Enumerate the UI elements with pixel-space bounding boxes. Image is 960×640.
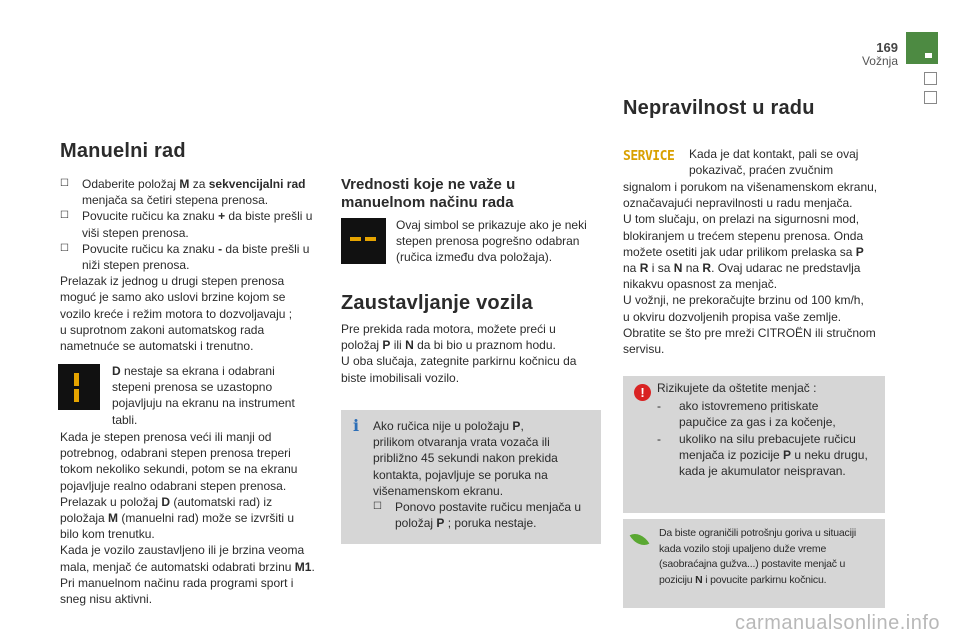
chapter-marker-icon <box>925 53 932 58</box>
d-indicator-text: D nestaje sa ekrana i odabrani stepeni prenosa se uzastopno pojavljuju na ekranu na instrument tabli. <box>112 364 295 427</box>
warning-icon: ! <box>634 384 651 401</box>
invalid-gear-icon <box>341 218 386 264</box>
paragraph: Prelazak iz jednog u drugi stepen prenosa moguć je samo ako uslovi brzine kojom se vozilo kreće i režim motora to dozvoljavaju ; u suprotnom zakoni automatskog rada nametnuće se automatski i trenutno. <box>60 274 293 354</box>
list-item: ☐ Povucite ručicu ka znaku - da biste prešli u niži stepen prenosa. <box>60 241 310 273</box>
page-number: 169 <box>876 40 898 55</box>
info-icon: i <box>352 416 360 435</box>
chapter-tab-empty <box>924 91 937 104</box>
service-warning-icon: SERVICE <box>623 149 675 164</box>
eco-box: Da biste ograničili potrošnju goriva u situaciji kada vozilo stoji upaljeno duže vreme (saobraćajna gužva...) postavite menjač u poziciju N i povucite parkirnu kočnicu. <box>623 519 885 608</box>
warning-box: ! Rizikujete da oštetite menjač : - ako istovremeno pritiskate papučice za gas i za kočenje, - ukoliko na silu prebacujete ručicu menjača iz pozicije P u neku drugu, kada je akumulator neispravan. <box>623 376 885 513</box>
checkbox-bullet-icon: ☐ <box>60 242 69 254</box>
section-title: Vožnja <box>861 54 898 68</box>
watermark: carmanualsonline.info <box>734 612 940 634</box>
invalid-values-text: Ovaj simbol se prikazuje ako je neki stepen prenosa pogrešno odabran (ručica između dva položaja). <box>396 218 587 265</box>
list-item: ☐ Povucite ručicu ka znaku + da biste prešli u viši stepen prenosa. <box>60 209 313 240</box>
paragraph: Kada je stepen prenosa veći ili manji od potrebnog, odabrani stepen prenosa treperi tokom nekoliko sekundi, potom se na ekranu pojavljuje realno odabrani stepen prenosa. Prelazak u položaj D (automatski rad) iz položaja M (manuelni rad) može se izvršiti u bilo kom trenutku. Kada je vozilo zaustavljeno ili je brzina veoma mala, menjač će automatski odabrati brzinu M1. Pri manuelnom načinu rada programi sport i sneg nisu aktivni. <box>60 430 315 607</box>
vehicle-stop-title: Zaustavljanje vozila <box>341 292 533 314</box>
list-item: - ukoliko na silu prebacujete ručicu menjača iz pozicije P u neku drugu, kada je akumulator neispravan. <box>657 432 868 479</box>
vehicle-stop-text: Pre prekida rada motora, možete preći u položaj P ili N da bi bio u praznom hodu. U oba slučaja, zategnite parkirnu kočnicu da biste imobilisali vozilo. <box>341 322 577 385</box>
checkbox-bullet-icon: ☐ <box>60 210 69 222</box>
checkbox-bullet-icon: ☐ <box>60 178 69 189</box>
list-item: ☐ Ponovo postavite ručicu menjača u položaj P ; poruka nestaje. <box>373 500 582 531</box>
list-item: ☐ Odaberite položaj M za sekvencijalni rad menjača sa četiri stepena prenosa. <box>60 177 306 208</box>
malfunction-text: signalom i porukom na višenamenskom ekranu, označavajući nepravilnosti u radu menjača. U tom slučaju, on prelazi na sigurnosni mod, blokiranjem u trećem stepenu prenosa. Onda možete osetiti jak udar prilikom prelaska sa P na R i sa N na R. Ovaj udarac ne predstavlja nikakvu opasnost za menjač. U vožnji, ne prekoračujte brzinu od 100 km/h, u okviru dozvoljenih propisa vaše zemlje. Obratite se što pre mreži CITROËN ili stručnom servisu. <box>623 180 878 357</box>
chapter-tab <box>906 32 938 64</box>
invalid-values-title: Vrednosti koje ne važe u manuelnom načinu rada <box>341 176 516 211</box>
manual-bullets <box>60 176 330 354</box>
chapter-tab-empty <box>924 72 937 85</box>
malfunction-intro: Kada je dat kontakt, pali se ovaj pokazivač, praćen zvučnim <box>689 147 859 178</box>
list-item: - ako istovremeno pritiskate papučice za gas i za kočenje, <box>657 399 836 430</box>
info-box: i Ako ručica nije u položaju P, prilikom otvaranja vrata vozača ili približno 45 sekundi nakon prekida kontakta, pojavljuje se poruka na višenamenskom ekranu. ☐ Ponovo postavite ručicu menjača u položaj P ; poruka nestaje. <box>341 410 601 544</box>
leaf-icon <box>630 529 650 550</box>
gear-display-icon <box>58 364 100 410</box>
malfunction-title: Nepravilnost u radu <box>623 97 815 119</box>
manual-mode-title: Manuelni rad <box>60 140 186 162</box>
checkbox-bullet-icon: ☐ <box>373 501 382 513</box>
